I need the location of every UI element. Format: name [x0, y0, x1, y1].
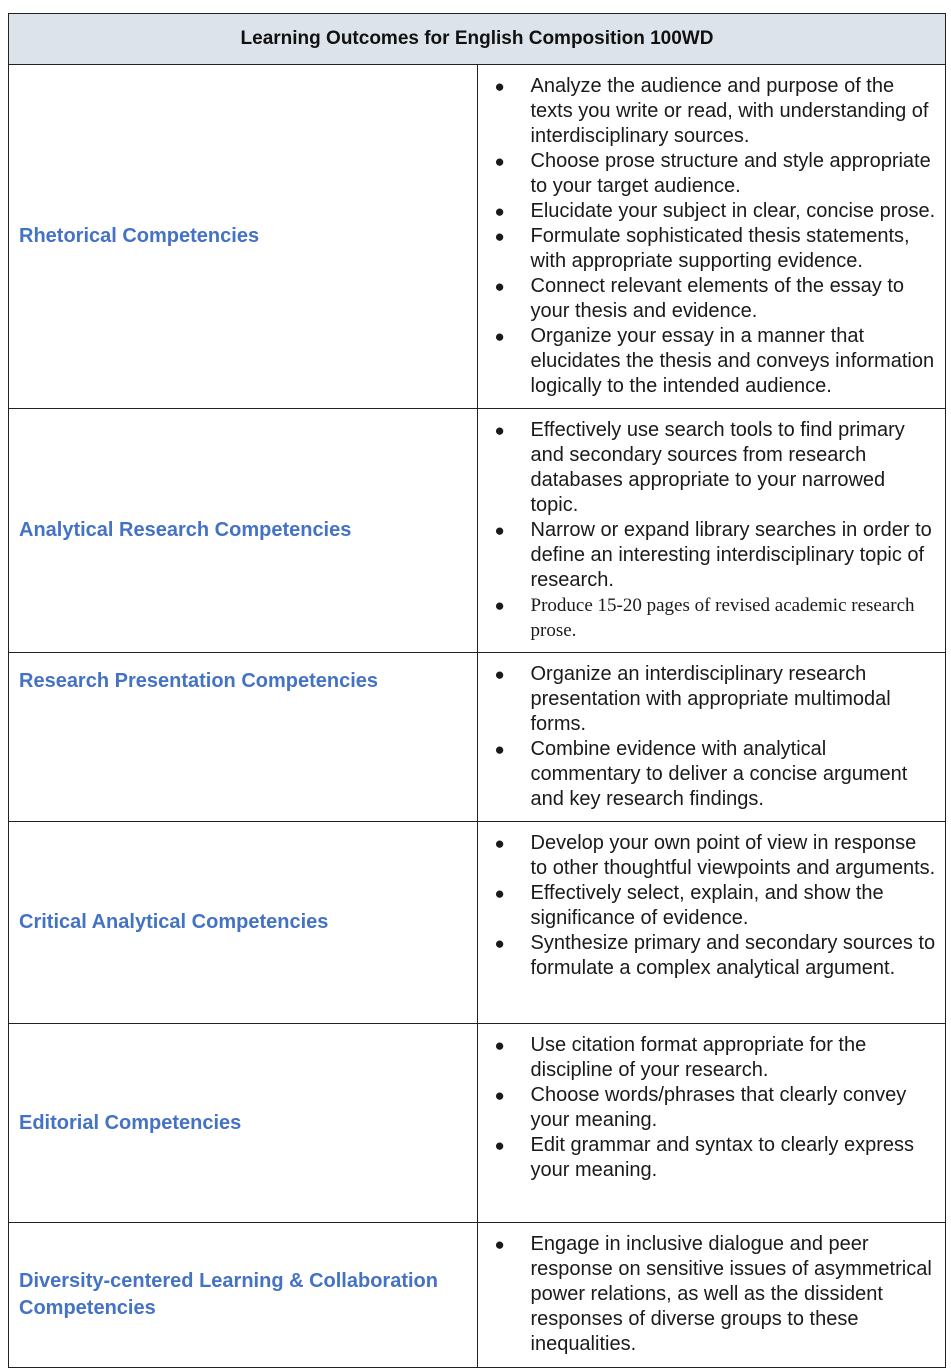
- row-label-cell: [9, 1024, 478, 1223]
- list-item-text: Choose prose structure and style appropriate to your target audience.: [530, 150, 931, 197]
- row-items-cell: [477, 653, 946, 822]
- list-item-text: Analyze the audience and purpose of the texts you write or read, with understanding of interdisciplinary sources.: [530, 75, 929, 147]
- list-item-text: Narrow or expand library searches in order to define an interesting interdisciplinary topic of research.: [530, 519, 932, 591]
- list-item: [478, 1083, 938, 1133]
- row-label: Rhetorical Competencies: [19, 225, 260, 247]
- list-item: [478, 224, 938, 274]
- list-item: [478, 1033, 938, 1083]
- list-item-text: Edit grammar and syntax to clearly express your meaning.: [530, 1134, 914, 1181]
- row-label: Critical Analytical Competencies: [19, 911, 329, 933]
- bullet-icon: ●: [494, 521, 505, 540]
- list-item: [478, 1232, 938, 1357]
- list-item: [478, 149, 938, 199]
- list-item: [478, 1133, 938, 1183]
- table-row: [9, 1223, 946, 1368]
- list-item-text: Engage in inclusive dialogue and peer response on sensitive issues of asymmetrical power relations, as well as the dissident responses of diverse groups to these inequalities.: [530, 1233, 932, 1355]
- list-item: [478, 274, 938, 324]
- row-label-cell: [9, 822, 478, 1024]
- row-items-cell: [477, 1024, 946, 1223]
- learning-outcomes-table: [8, 13, 946, 1368]
- list-item-text: Develop your own point of view in response to other thoughtful viewpoints and arguments.: [530, 832, 936, 879]
- table-header-row: [9, 14, 946, 65]
- row-items-cell: [477, 1223, 946, 1368]
- list-item-text: Formulate sophisticated thesis statements, with appropriate supporting evidence.: [530, 225, 910, 272]
- table-row: [9, 65, 946, 409]
- list-item: [478, 931, 938, 981]
- table-row: [9, 822, 946, 1024]
- row-items-cell: [477, 409, 946, 653]
- list-item: [478, 737, 938, 812]
- list-item-text: Combine evidence with analytical commentary to deliver a concise argument and key research findings.: [530, 738, 908, 810]
- row-label-cell: [9, 409, 478, 653]
- bullet-icon: ●: [494, 1235, 505, 1254]
- list-item-text: Connect relevant elements of the essay to your thesis and evidence.: [530, 275, 905, 322]
- list-item: [478, 324, 938, 399]
- bullet-icon: ●: [494, 1086, 505, 1105]
- bullet-icon: ●: [494, 740, 505, 759]
- list-item: [478, 74, 938, 149]
- bullet-icon: ●: [494, 152, 505, 171]
- bullet-icon: ●: [494, 665, 505, 684]
- row-label-cell: [9, 1223, 478, 1368]
- bullet-icon: ●: [494, 596, 505, 615]
- outcome-list: [478, 418, 938, 643]
- list-item-text: Synthesize primary and secondary sources to formulate a complex analytical argument.: [530, 932, 936, 979]
- list-item-text: Effectively select, explain, and show the significance of evidence.: [530, 882, 884, 929]
- outcome-list: [478, 1232, 938, 1357]
- list-item: [478, 418, 938, 518]
- outcome-list: [478, 662, 938, 812]
- list-item-text: Organize an interdisciplinary research presentation with appropriate multimodal forms.: [530, 663, 891, 735]
- row-label: Diversity-centered Learning & Collaboration Competencies: [19, 1270, 438, 1319]
- list-item: [478, 199, 938, 224]
- outcome-list: [478, 831, 938, 981]
- table-title: Learning Outcomes for English Composition 100WD: [9, 14, 946, 65]
- bullet-icon: ●: [494, 277, 505, 296]
- row-label: Research Presentation Competencies: [19, 670, 379, 692]
- list-item: [478, 518, 938, 593]
- bullet-icon: ●: [494, 934, 505, 953]
- row-items-cell: [477, 65, 946, 409]
- outcome-list: [478, 1033, 938, 1183]
- row-label: Analytical Research Competencies: [19, 519, 352, 541]
- bullet-icon: ●: [494, 202, 505, 221]
- bullet-icon: ●: [494, 884, 505, 903]
- list-item: [478, 831, 938, 881]
- bullet-icon: ●: [494, 77, 505, 96]
- list-item: [478, 662, 938, 737]
- table-row: [9, 653, 946, 822]
- list-item: [478, 881, 938, 931]
- row-label: Editorial Competencies: [19, 1111, 242, 1134]
- list-item-text: Effectively use search tools to find primary and secondary sources from research databases appropriate to your narrowed topic.: [530, 419, 905, 516]
- bullet-icon: ●: [494, 227, 505, 246]
- outcome-list: [478, 74, 938, 399]
- list-item-text: Elucidate your subject in clear, concise prose.: [530, 200, 936, 222]
- bullet-icon: ●: [494, 1136, 505, 1155]
- row-items-cell: [477, 822, 946, 1024]
- list-item-text: Organize your essay in a manner that elucidates the thesis and conveys information logically to the intended audience.: [530, 325, 935, 397]
- list-item: [478, 593, 938, 643]
- list-item-text: Choose words/phrases that clearly convey your meaning.: [530, 1084, 907, 1131]
- row-label-cell: [9, 653, 478, 822]
- table-row: [9, 409, 946, 653]
- bullet-icon: ●: [494, 421, 505, 440]
- bullet-icon: ●: [494, 1036, 505, 1055]
- list-item-text: Produce 15-20 pages of revised academic research prose.: [530, 595, 915, 641]
- row-label-cell: [9, 65, 478, 409]
- bullet-icon: ●: [494, 834, 505, 853]
- bullet-icon: ●: [494, 327, 505, 346]
- table-row: [9, 1024, 946, 1223]
- list-item-text: Use citation format appropriate for the discipline of your research.: [530, 1034, 867, 1081]
